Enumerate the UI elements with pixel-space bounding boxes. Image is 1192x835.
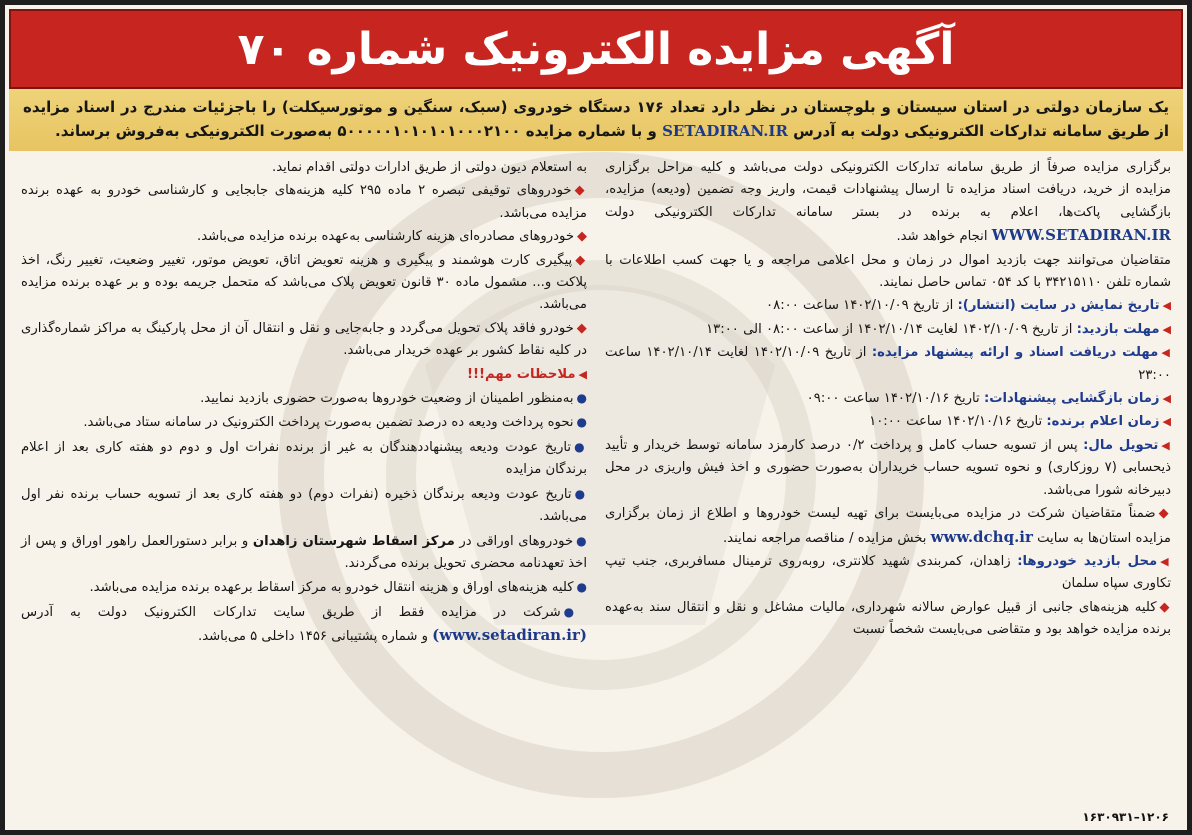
note-refund-reserve: ●تاریخ عودت ودیعه برندگان ذخیره (نفرات دوم) دو هفته کاری بعد از تسویه حساب برنده نفر اول می‌باشد. xyxy=(21,486,587,525)
display-date-row: ◀تاریخ نمایش در سایت (انتشار): از تاریخ ۱۴۰۲/۱۰/۰۹ ساعت ۰۸:۰۰ xyxy=(766,298,1171,314)
note-deposit: ●نحوه پرداخت ودیعه ده درصد تضمین به‌صورت پرداخت الکترونیک در سامانه ستاد می‌باشد. xyxy=(83,415,587,431)
ad-title: آگهی مزایده الکترونیک شماره ۷۰ xyxy=(237,23,955,75)
seized-cars-row: ◆خودروهای توقیفی تبصره ۲ ماده ۲۹۵ کلیه هزینه‌های جابجایی و کارشناسی خودرو به عهده برنده مزایده می‌باشد. xyxy=(21,183,587,221)
confiscated-cars-row: ◆خودروهای مصادره‌ای هزینه کارشناسی به‌عهده برنده مزایده می‌باشد. xyxy=(197,229,587,245)
intro-paragraph: یک سازمان دولتی در استان سیستان و بلوچستان در نظر دارد تعداد ۱۷۶ دستگاه خودروی (سبک، سنگین و موتورسیکلت) را باجزئیات مندرج در اسناد مزایده از طریق سامانه تدارکات الکترونیکی دولت به آدرس SETADIRAN.IR و با شماره مزایده ۵۰۰۰۰۰۱۰۱۰۱۰۱۰۰۰۲۱۰۰ به‌صورت الکترونیکی به‌فروش برساند. xyxy=(9,89,1183,151)
paragraph-procedure: برگزاری مزایده صرفاً از طریق سامانه تدارکات الکترونیکی دولت می‌باشد و کلیه مراحل برگزاری مزایده از خرید، دریافت اسناد مزایده تا ارسال پیشنهادات قیمت، واریز وجه تضمین (ودیعه) مزایده، بازگشایی پاکت‌ها، اعلام به برنده در بستر سامانه تدارکات الکترونیکی دولت WWW.SETADIRAN.IR انجام خواهد شد. xyxy=(605,160,1171,245)
note-scrap-cars: ●خودروهای اوراقی در مرکز اسقاط شهرستان زاهدان و برابر دستورالعمل راهور اوراق و پس از اخذ تعهدنامه محضری تحویل برنده می‌گردند. xyxy=(21,533,587,571)
opening-time-row: ◀زمان بازگشایی پیشنهادات: تاریخ ۱۴۰۲/۱۰/۱۶ ساعت ۰۹:۰۰ xyxy=(806,391,1171,407)
note-fees-row: ◆کلیه هزینه‌های جانبی از قبیل عوارض سالانه شهرداری، مالیات مشاغل و نقل و انتقال سند به‌عهده برنده مزایده خواهد بود و متقاضی می‌بایست شخصاً نسبت xyxy=(605,599,1172,638)
paragraph-visit-contact: متقاضیان می‌توانند جهت بازدید اموال در زمان و محل اعلامی مراجعه و یا جهت کسب اطلاعات با شماره تلفن ۳۴۲۱۵۱۱۰ با کد ۰۵۴ تماس حاصل نمایند. xyxy=(605,252,1171,291)
debt-inquiry-line: به استعلام دیون دولتی از طریق ادارات دولتی اقدام نماید. xyxy=(272,160,587,175)
diamond-bullet-icon: ◆ xyxy=(1159,599,1172,615)
diamond-bullet-icon: ◆ xyxy=(576,320,587,336)
title-banner xyxy=(9,9,1183,89)
triangle-bullet-icon: ◀ xyxy=(578,367,587,381)
visit-deadline-row: ◀مهلت بازدید: از تاریخ ۱۴۰۲/۱۰/۰۹ لغایت ۱۴۰۲/۱۰/۱۴ از ساعت ۰۸:۰۰ الی ۱۳:۰۰ xyxy=(706,321,1171,337)
smart-card-row: ◆پیگیری کارت هوشمند و پیگیری و هزینه تعویض اتاق، تعویض موتور، تغییر وضعیت، تغییر رنگ، اخذ پلاکت و... مشمول ماده ۳۰ قانون تعویض پلاک می‌باشد که متحمل جریمه بوده و بر عهده برنده مزایده می‌باشد. xyxy=(21,252,587,313)
note-scrap-fees: ●کلیه هزینه‌های اوراق و هزینه انتقال خودرو به مرکز اسقاط برعهده برنده مزایده می‌باشد. xyxy=(89,580,587,596)
right-column xyxy=(605,157,1171,650)
diamond-bullet-icon: ◆ xyxy=(1158,506,1172,522)
setad-site-link[interactable]: WWW.SETADIRAN.IR xyxy=(991,226,1171,245)
circle-bullet-icon: ● xyxy=(576,415,587,430)
diamond-bullet-icon: ◆ xyxy=(575,252,587,268)
circle-bullet-icon: ● xyxy=(563,604,587,619)
content-columns xyxy=(5,151,1187,650)
triangle-bullet-icon: ◀ xyxy=(1162,392,1171,406)
note-inspect: ●به‌منظور اطمینان از وضعیت خودروها به‌صورت حضوری بازدید نمایید. xyxy=(200,391,587,407)
ad-code: ۱۲۰۶–۱۶۳۰۹۳۱ xyxy=(1082,810,1169,824)
setadiran-link[interactable]: (www.setadiran.ir) xyxy=(432,626,587,645)
triangle-bullet-icon: ◀ xyxy=(1162,299,1171,313)
winner-time-row: ◀زمان اعلام برنده: تاریخ ۱۴۰۲/۱۰/۱۶ ساعت ۱۰:۰۰ xyxy=(869,414,1171,430)
circle-bullet-icon: ● xyxy=(576,391,587,406)
delivery-row: ◀تحویل مال: پس از تسویه حساب کامل و پرداخت ۰/۲ درصد کارمزد سامانه توسط خریدار و تأیید ذیحسابی (۷ روزکاری) و نحوه تسویه حساب خریداران به‌صورت حضوری و اخذ فیش واریزی در محل دبیرخانه شورا می‌باشد. xyxy=(605,437,1171,498)
location-row: ◀محل بازدید خودروها: زاهدان، کمربندی شهید کلانتری، روبه‌روی ترمینال مسافربری، جنب تیپ تکاوری سپاه سلمان xyxy=(605,553,1171,592)
docs-deadline-row: ◀مهلت دریافت اسناد و ارائه پیشنهاد مزایده: از تاریخ ۱۴۰۲/۱۰/۰۹ لغایت ۱۴۰۲/۱۰/۱۴ ساعت ۲۳:۰۰ xyxy=(605,345,1172,383)
triangle-bullet-icon: ◀ xyxy=(1161,346,1172,360)
diamond-bullet-icon: ◆ xyxy=(574,183,587,199)
intro-site-link[interactable]: SETADIRAN.IR xyxy=(662,122,788,140)
circle-bullet-icon: ● xyxy=(574,486,587,501)
triangle-bullet-icon: ◀ xyxy=(1160,554,1171,568)
triangle-bullet-icon: ◀ xyxy=(1161,438,1171,452)
circle-bullet-icon: ● xyxy=(574,439,587,454)
note-participation: ●شرکت در مزایده فقط از طریق سایت تدارکات الکترونیک دولت به آدرس (www.setadiran.ir) و شماره پشتیبانی ۱۴۵۶ داخلی ۵ می‌باشد. xyxy=(21,604,587,645)
note-site-row: ◆ضمناً متقاضیان شرکت در مزایده می‌بایست برای تهیه لیست خودروها و اطلاع از زمان برگزاری مزایده استان‌ها به سایت www.dchq.ir بخش مزایده / مناقصه مراجعه نمایند. xyxy=(605,506,1172,546)
circle-bullet-icon: ● xyxy=(576,580,587,595)
no-plate-row: ◆خودرو فاقد پلاک تحویل می‌گردد و جابه‌جایی و نقل و انتقال آن از محل پارکینگ به مراکز شماره‌گذاری در کلیه نقاط کشور بر عهده خریدار می‌باشد. xyxy=(21,320,587,359)
diamond-bullet-icon: ◆ xyxy=(577,229,587,245)
triangle-bullet-icon: ◀ xyxy=(1162,415,1171,429)
note-refund-others: ●تاریخ عودت ودیعه پیشنهاددهندگان به غیر از برنده نفرات اول و دوم دو هفته کاری بعد از اعلام برندگان مزایده xyxy=(21,439,587,478)
triangle-bullet-icon: ◀ xyxy=(1162,322,1171,336)
important-notes-title: ◀ملاحظات مهم!!! xyxy=(466,366,587,382)
circle-bullet-icon: ● xyxy=(576,533,587,548)
left-column xyxy=(21,157,587,650)
dchq-site-link[interactable]: www.dchq.ir xyxy=(930,527,1033,546)
